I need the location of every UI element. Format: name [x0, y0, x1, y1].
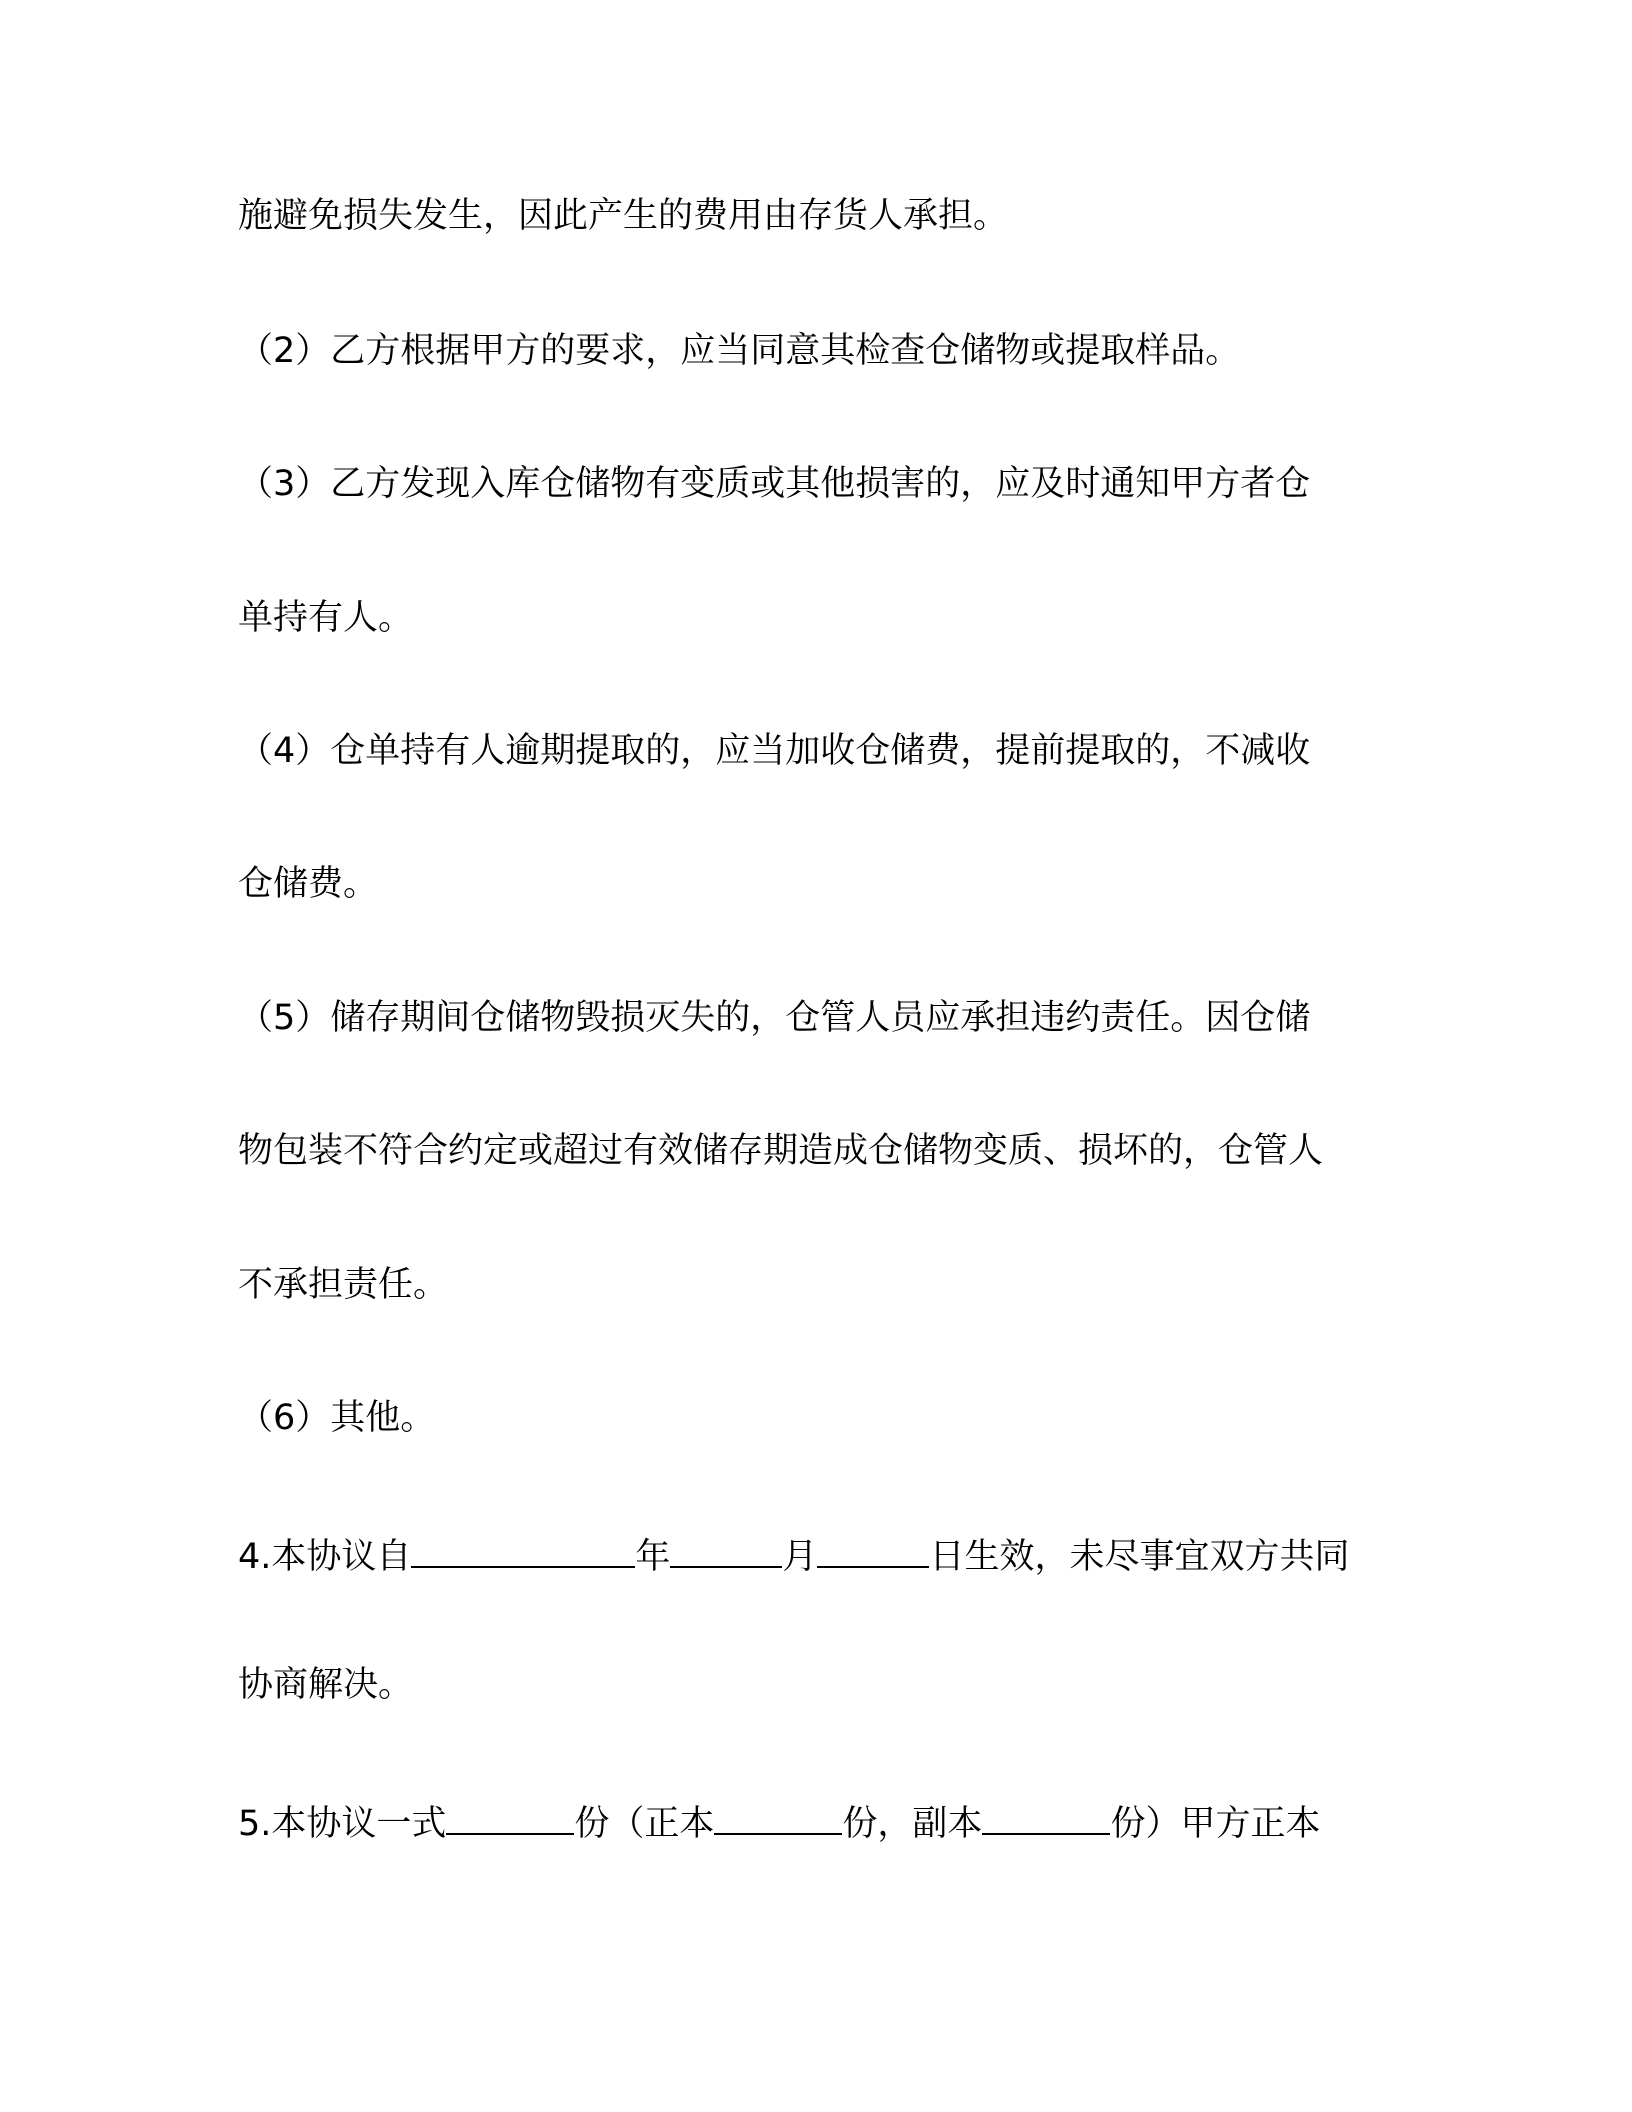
- clause-5-line: [238, 1795, 1320, 1843]
- copies-total-blank[interactable]: [446, 1795, 574, 1835]
- text-line-7: （5）储存期间仓储物毁损灭失的，仓管人员应承担违约责任。因仓储: [238, 998, 1311, 1038]
- text-line-2: （2）乙方根据甲方的要求，应当同意其检查仓储物或提取样品。: [238, 331, 1241, 371]
- text-line-8: 物包装不符合约定或超过有效储存期造成仓储物变质、损坏的，仓管人: [238, 1131, 1324, 1171]
- clause-4-year: 年: [635, 1537, 671, 1577]
- text-line-10: （6）其他。: [238, 1398, 436, 1438]
- clause-5-part1: 份（正本: [574, 1804, 715, 1844]
- clause-4-prefix: 4.本协议自: [238, 1537, 412, 1577]
- clause-4-month: 月: [782, 1537, 818, 1577]
- day-blank[interactable]: [817, 1528, 929, 1568]
- clause-5-prefix: 5.本协议一式: [238, 1804, 447, 1844]
- clause-4-suffix: 日生效，未尽事宜双方共同: [929, 1537, 1350, 1577]
- copies-duplicate-blank[interactable]: [982, 1795, 1110, 1835]
- text-line-5: （4）仓单持有人逾期提取的，应当加收仓储费，提前提取的，不减收: [238, 731, 1311, 771]
- text-line-3: （3）乙方发现入库仓储物有变质或其他损害的，应及时通知甲方者仓: [238, 464, 1311, 504]
- clause-5-part3: 份）甲方正本: [1110, 1804, 1321, 1844]
- clause-4-line: [238, 1528, 1349, 1576]
- text-line-6: 仓储费。: [238, 864, 379, 904]
- month-blank[interactable]: [670, 1528, 782, 1568]
- copies-original-blank[interactable]: [714, 1795, 842, 1835]
- text-line-1: 施避免损失发生，因此产生的费用由存货人承担。: [238, 196, 1009, 236]
- text-line-9: 不承担责任。: [238, 1265, 449, 1305]
- clause-5-part2: 份，副本: [842, 1804, 983, 1844]
- year-blank[interactable]: [411, 1528, 635, 1568]
- text-line-4: 单持有人。: [238, 598, 414, 638]
- clause-4-continuation: 协商解决。: [238, 1665, 414, 1705]
